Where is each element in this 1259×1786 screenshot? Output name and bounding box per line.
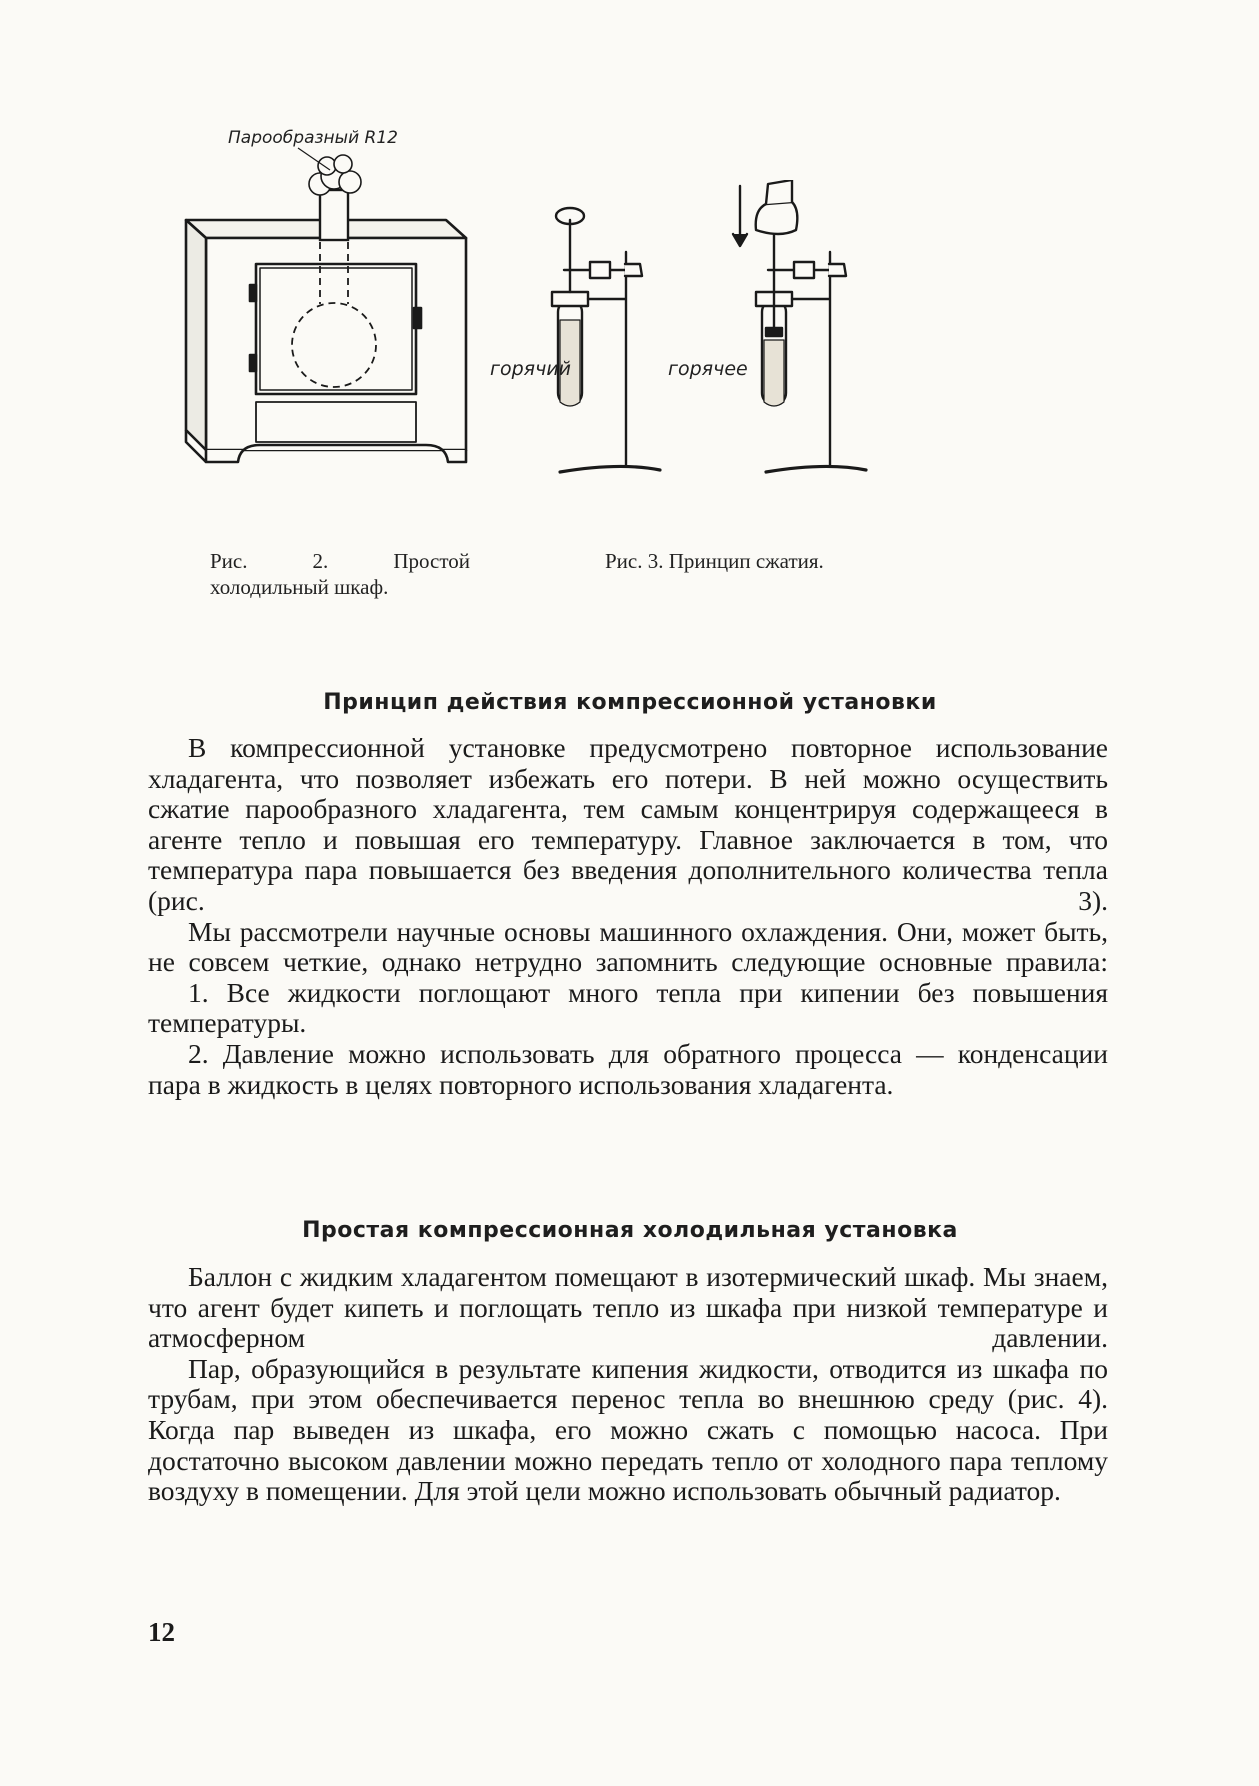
cabinet-drawing xyxy=(180,140,510,480)
figures-area xyxy=(0,0,1259,640)
section-2-body xyxy=(148,1262,1108,1507)
figure-2-cabinet xyxy=(180,128,510,480)
stands-drawing xyxy=(530,180,970,480)
section-1-body xyxy=(148,733,1108,1100)
page-number: 12 xyxy=(148,1617,175,1647)
left-tube-label: горячий xyxy=(490,358,572,380)
right-tube-label: горячее xyxy=(668,358,748,380)
paragraph: Мы рассмотрели научные основы машинного охлаждения. Они, может быть, не совсем четкие, однако нетрудно запомнить следующие основные правила: xyxy=(148,915,1108,978)
paragraph: Баллон с жидким хладагентом помещают в изотермический шкаф. Мы знаем, что агент будет кипеть и поглощать тепло из шкафа при низкой температуре и атмосферном давлении. xyxy=(148,1261,1108,1354)
paragraph: 2. Давление можно использовать для обратного процесса — конденсации пара в жидкость в целях повторного использования хладагента. xyxy=(148,1037,1108,1100)
section-2-heading: Простая компрессионная холодильная установка xyxy=(302,1218,958,1243)
figure-3-caption: Рис. 3. Принцип сжатия. xyxy=(605,549,824,573)
paragraph: Пар, образующийся в результате кипения жидкости, отводится из шкафа по трубам, при этом обеспечивается перенос тепла во внешнюю среду (рис. 4). Когда пар выведен из шкафа, его можно сжать с помощью насоса. При достаточно высоком давлении можно передать тепло от холодного пара теплому воздуху в помещении. Для этой цели можно использовать обычный радиатор. xyxy=(148,1352,1108,1507)
figure-3-stands xyxy=(490,180,970,480)
paragraph: В компрессионной установке предусмотрено повторное использование хладагента, что позволяет избежать его потери. В ней можно осуществить сжатие парообразного хладагента, тем самым концентрируя содержащееся в агенте тепло и повышая его температуру. Главное заключается в том, что температура пара повышается без введения дополнительного количества тепла (рис. 3). xyxy=(148,732,1108,916)
paragraph: 1. Все жидкости поглощают много тепла при кипении без повышения температуры. xyxy=(148,976,1108,1039)
section-1-heading: Принцип действия компрессионной установки xyxy=(323,690,937,715)
vapor-label: Парообразный R12 xyxy=(228,128,398,148)
figure-2-caption: Рис. 2. Простой холодильный шкаф. xyxy=(210,549,470,599)
